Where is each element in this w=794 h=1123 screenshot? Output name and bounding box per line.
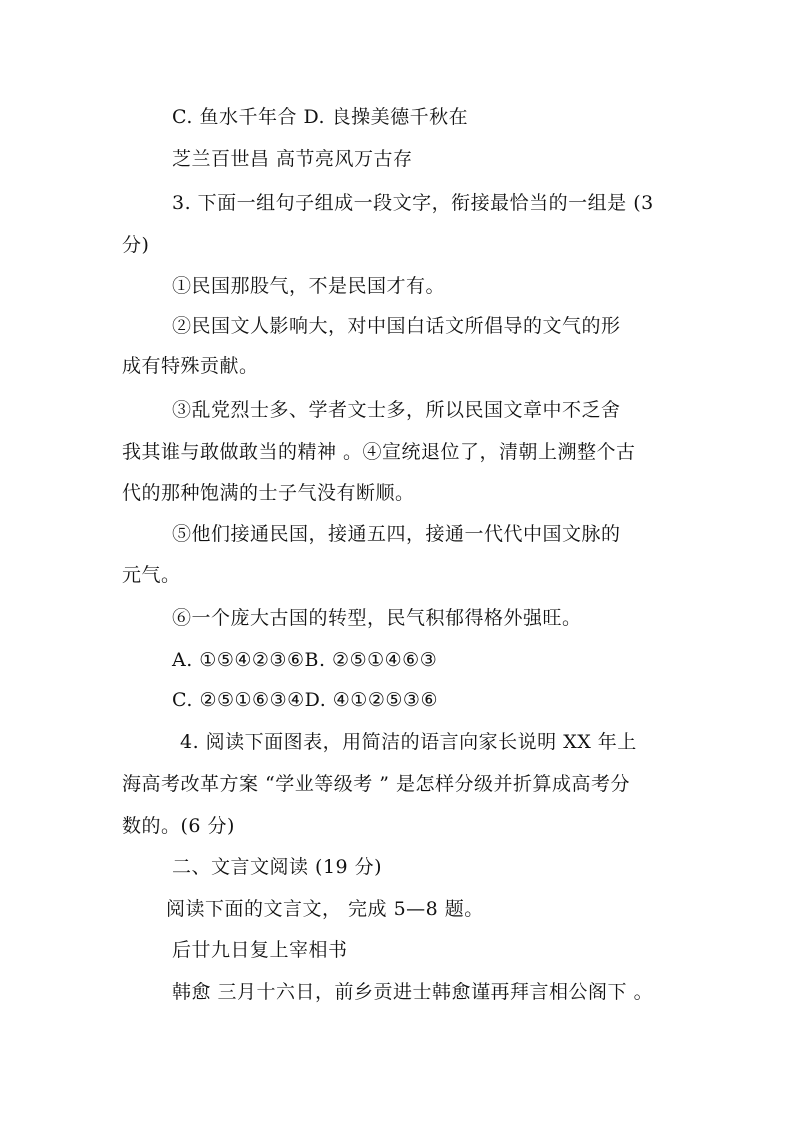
option-c-d-line: C. 鱼水千年合 D. 良操美德千秋在 — [172, 106, 469, 128]
question-4-stem-cont: 海高考改革方案 “学业等级考 ” 是怎样分级并折算成高考分 — [122, 773, 631, 795]
sentence-3: ③乱党烈士多、学者文士多，所以民国文章中不乏舍 — [172, 399, 621, 421]
answer-options-c-d: C. ②⑤①⑥③④D. ④①②⑤③⑥ — [172, 689, 438, 711]
question-4-stem-end: 数的。(6 分) — [122, 815, 235, 837]
question-3-stem-cont: 分) — [122, 234, 150, 256]
question-4-stem: 4. 阅读下面图表，用简洁的语言向家长说明 XX 年上 — [180, 731, 637, 753]
section-2-heading: 二、文言文阅读 (19 分) — [172, 856, 383, 878]
question-3-stem: 3. 下面一组句子组成一段文字，衔接最恰当的一组是 (3 — [172, 192, 654, 214]
sentence-4-cont: 代的那种饱满的士子气没有断顺。 — [122, 482, 415, 504]
sentence-6: ⑥一个庞大古国的转型，民气积郁得格外强旺。 — [172, 607, 582, 629]
couplet-line: 芝兰百世昌 高节亮风万古存 — [172, 148, 413, 170]
sentence-3-4: 我其谁与敢做敢当的精神 。④宣统退位了，清朝上溯整个古 — [122, 441, 636, 463]
answer-options-a-b: A. ①⑤④②③⑥B. ②⑤①④⑥③ — [172, 649, 438, 671]
sentence-5-cont: 元气。 — [122, 564, 181, 586]
sentence-5: ⑤他们接通民国，接通五四，接通一代代中国文脉的 — [172, 523, 621, 545]
passage-first-line: 韩愈 三月十六日，前乡贡进士韩愈谨再拜言相公阁下 。 — [172, 981, 654, 1003]
passage-title: 后廿九日复上宰相书 — [172, 939, 348, 961]
sentence-2-cont: 成有特殊贡献。 — [122, 355, 259, 377]
sentence-2: ②民国文人影响大，对中国白话文所倡导的文气的形 — [172, 315, 621, 337]
reading-instruction: 阅读下面的文言文， 完成 5—8 题。 — [166, 898, 484, 920]
sentence-1: ①民国那股气，不是民国才有。 — [172, 275, 446, 297]
